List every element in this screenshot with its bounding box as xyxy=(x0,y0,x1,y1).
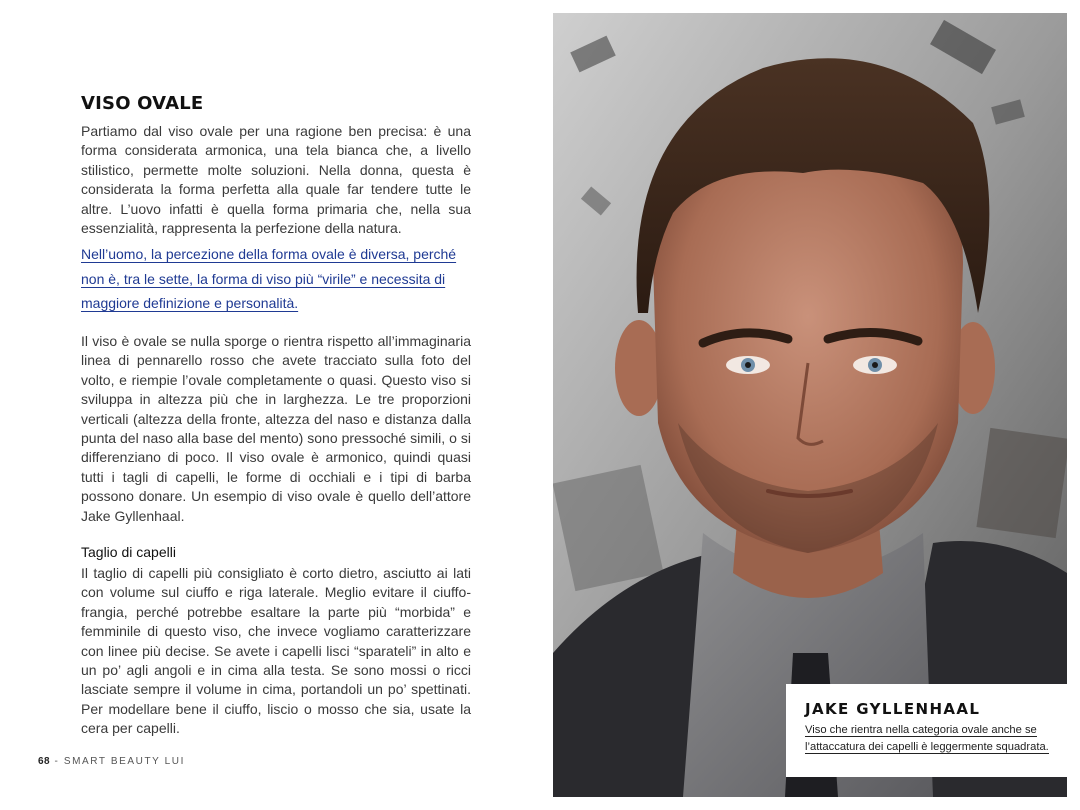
page-number: 68 xyxy=(38,756,51,767)
caption-line-2: l’attaccatura dei capelli è leggermente squadrata. xyxy=(805,741,1049,753)
body-paragraph: Il viso è ovale se nulla sporge o rientra rispetto all’immaginaria linea di pennarello rosso che avete tracciato sulla foto del volto, e riempie l’ovale completamente o quasi. Questo viso si sviluppa in altezza più che in larghezza. Le tre proporzioni verticali (altezza della fronte, altezza del naso e distanza dalla punta del naso alla base del mento) sono pressoché simili, o si differenziano di poco. Il viso ovale è armonico, quindi quasi tutti i tagli di capelli, le forme di occhiali e i tipi di barba possono donare. Un esempio di viso ovale è quello dell’attore Jake Gyllenhaal. xyxy=(81,333,471,524)
highlight-paragraph: Nell’uomo, la percezione della forma ovale è diversa, perché non è, tra le sette, la forma di viso più “virile” e necessita di maggiore definizione e personalità. xyxy=(81,246,457,311)
caption-name: JAKE GYLLENHAAL xyxy=(805,700,981,718)
portrait-photo xyxy=(553,13,1067,797)
caption-text xyxy=(805,722,1055,756)
haircut-paragraph: Il taglio di capelli più consigliato è corto dietro, asciutto ai lati con volume sul ciuffo e riga laterale. Meglio evitare il ciuffo-frangia, perché potrebbe esaltare la parte più “morbida” e femminile di questo viso, che invece vogliamo caratterizzare con linee più decise. Se avete i capelli lisci “sparateli” in alto e un po’ agli angoli e in cima alla testa. Se sono mossi o ricci lasciate sempre il volume in cima, portandoli un po’ spettinati. Per modellare bene il ciuffo, liscio o mosso che sia, usate la cera per capelli. xyxy=(81,565,471,737)
haircut-heading: Taglio di capelli xyxy=(81,544,176,560)
intro-paragraph: Partiamo dal viso ovale per una ragione ben precisa: è una forma considerata armonica, una tela bianca che, a livello stilistico, permette molte soluzioni. Nella donna, questa è considerata la forma perfetta alla quale far tendere tutte le altre. L’uovo infatti è quella forma primaria che, nella sua essenzialità, rappresenta la perfezione della natura. xyxy=(81,123,471,237)
book-title: SMART BEAUTY LUI xyxy=(63,756,185,767)
page-footer xyxy=(38,756,185,767)
footer-separator: - xyxy=(50,756,64,767)
photo-caption xyxy=(786,684,1067,777)
caption-line-1: Viso che rientra nella categoria ovale anche se xyxy=(805,724,1037,736)
section-title: VISO OVALE xyxy=(81,93,204,114)
